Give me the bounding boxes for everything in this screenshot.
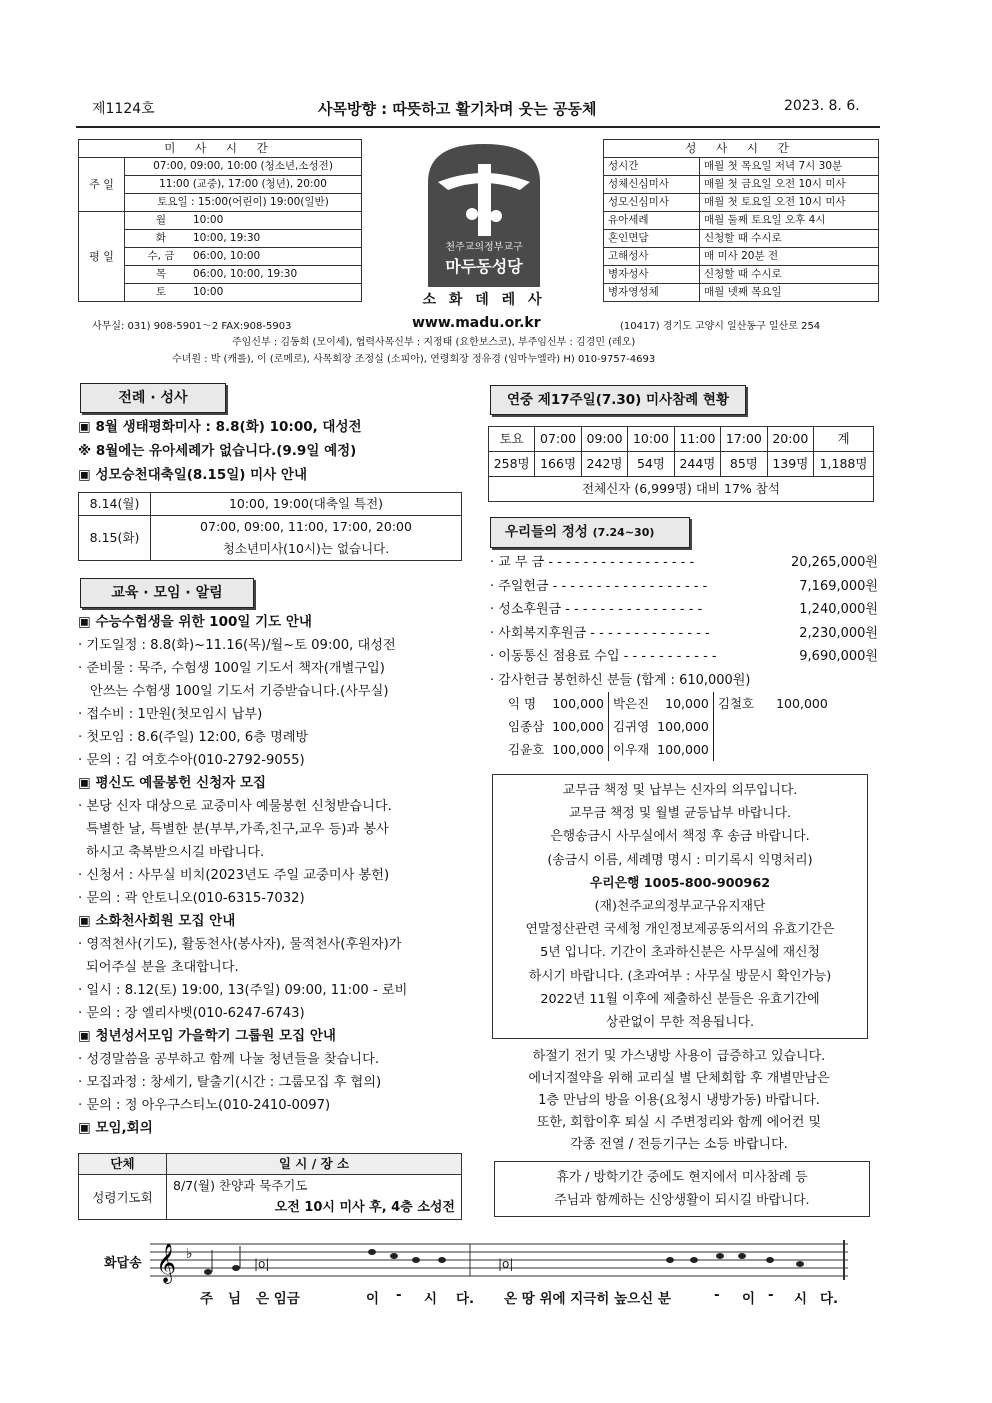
section-line: 하시고 축복받으시길 바랍니다. [86, 845, 265, 860]
clergy-line: 주임신부 : 김동희 (모이세), 협력사목신부 : 지정태 (요한보스코), 부주임신부 : 김경민 (레오) [232, 337, 636, 348]
svg-text:♭: ♭ [186, 1246, 193, 1262]
liturgy-item: ▣ 8월 생태평화미사 : 8.8(화) 10:00, 대성전 [78, 419, 362, 435]
header-rule [76, 126, 880, 128]
svg-text:|o|: |o| [498, 1257, 514, 1271]
offering-row: · 교 무 금 - - - - - - - - - - - - - - - - - 20,265,000원 [490, 555, 878, 570]
offerings-title: 우리들의 정성 (7.24~30) [490, 517, 690, 548]
bank-account: 우리은행 1005-800-900962 [589, 875, 771, 891]
weekday-row: 월 10:00 [125, 212, 362, 230]
education-title: 교육 · 모임 · 알림 [80, 578, 254, 608]
psalm-lyric: 이 [742, 1291, 756, 1307]
attendance-table: 토요 07:00 09:00 10:00 11:00 17:00 20:00 계 258명 166명 242명 54명 244명 85명 139명 1,188명 전체신자 (6,999명) 대비 17% 참석 [488, 426, 874, 502]
svg-text:𝄞: 𝄞 [156, 1243, 177, 1283]
vacation-notice-box: 휴가 / 방학기간 중에도 현지에서 미사참례 등 주님과 함께하는 신앙생활이 되시길 바랍니다. [494, 1161, 870, 1217]
psalm-lyric: - [714, 1287, 720, 1303]
psalm-lyric: 이 [366, 1291, 380, 1307]
section-line: · 접수비 : 1만원(첫모임시 납부) [78, 707, 263, 722]
section-line: · 첫모임 : 8.6(주일) 12:00, 6층 명례방 [78, 730, 309, 745]
section-line: · 성경말씀을 공부하고 함께 나눌 청년들을 찾습니다. [78, 1052, 380, 1067]
issue-number: 제1124호 [92, 101, 155, 117]
section-line: · 본당 신자 대상으로 교중미사 예물봉헌 신청받습니다. [78, 799, 392, 814]
pastoral-motto: 사목방향 : 따뜻하고 활기차며 웃는 공동체 [318, 100, 597, 118]
section-line: 되어주실 분을 초대합니다. [86, 960, 239, 975]
education-sections [78, 611, 468, 1140]
weekday-row: 목 06:00, 10:00, 19:30 [125, 266, 362, 284]
attendance-summary: 전체신자 (6,999명) 대비 17% 참석 [489, 477, 874, 502]
sacraments-table: 성 사 시 간 성시간 매월 첫 목요일 저녁 7시 30분 성체신심미사 매월 첫 금요일 오전 10시 미사 성모신심미사 매월 첫 토요일 오전 10시 미사 유아세례 매월 둘째 토요일 오후 4시 혼인면담 신청할 때 수시로 고해성사 매 미사 20분 전 병자성사 신청할 때 수시로 병자영성체 매월 넷째 목요일 [603, 139, 879, 302]
liturgy-item: ※ 8월에는 유아세례가 없습니다.(9.9일 예정) [78, 443, 357, 459]
issue-date: 2023. 8. 6. [784, 98, 860, 114]
offering-row: · 주일헌금 - - - - - - - - - - - - - - - - - - 7,169,000원 [490, 578, 878, 594]
weekday-row: 화 10:00, 19:30 [125, 230, 362, 248]
section-line: · 신청서 : 사무실 비치(2023년도 주일 교중미사 봉헌) [78, 868, 390, 883]
meeting-table: 단체 일 시 / 장 소 성령기도회 8/7(월) 찬양과 묵주기도 오전 10시 미사 후, 4층 소성전 [78, 1153, 462, 1220]
saturday-mass-line: 토요일 : 15:00(어린이) 19:00(일반) [125, 194, 362, 212]
sacraments-title: 성 사 시 간 [604, 140, 879, 158]
weekday-row: 토 10:00 [125, 284, 362, 302]
psalm-label: 화답송 [104, 1256, 142, 1271]
psalm-lyric: 시 [424, 1291, 438, 1307]
website-link[interactable]: www.madu.or.kr [412, 315, 541, 331]
section-line: · 모집과정 : 창세기, 탈출기(시간 : 그룹모집 후 협의) [78, 1075, 382, 1090]
psalm-lyric: - [396, 1287, 402, 1303]
offering-row: · 성소후원금 - - - - - - - - - - - - - - - - 1,240,000원 [490, 602, 878, 617]
sunday-mass-line: 07:00, 09:00, 10:00 (청소년,소성전) [125, 158, 362, 176]
section-line: 특별한 날, 특별한 분(부부,가족,친구,교우 등)과 봉사 [86, 822, 389, 837]
mass-times-title: 미 사 시 간 [79, 140, 362, 158]
section-line: · 문의 : 정 아우구스티노(010-2410-0097) [78, 1098, 331, 1113]
psalm-lyric: 다. [456, 1291, 475, 1307]
section-line: · 준비물 : 묵주, 수험생 100일 기도서 책자(개별구입) [78, 661, 385, 676]
feast-mass-table: 8.14(월) 10:00, 19:00(대축일 특전) 8.15(화) 07:00, 09:00, 11:00, 17:00, 20:00 청소년미사(10시)는 없습니다. [78, 492, 462, 561]
section-head: ▣ 청년성서모임 가을학기 그룹원 모집 안내 [78, 1028, 336, 1044]
section-head: ▣ 수능수험생을 위한 100일 기도 안내 [78, 614, 312, 630]
offering-row: · 사회복지후원금 - - - - - - - - - - - - - - 2,230,000원 [490, 625, 878, 641]
section-line: 안쓰는 수험생 100일 기도서 기증받습니다.(사무실) [90, 684, 389, 699]
liturgy-item: ▣ 성모승천대축일(8.15일) 미사 안내 [78, 467, 307, 483]
liturgy-title: 전례 · 성사 [80, 383, 226, 413]
diocese-name: 천주교의정부교구 [445, 242, 523, 253]
patron-saint: 소 화 데 레 사 [422, 292, 546, 308]
energy-notice: 하절기 전기 및 가스냉방 사용이 급증하고 있습니다. 에너지절약을 위해 교리실 별 단체회합 후 개별만남은 1층 만남의 방을 이용(요청시 냉방가동) 바랍니다. 또한, 회합이후 퇴실 시 주변정리와 함께 에어컨 및 각종 전열 / 전등기구는 소등 바랍니다. [528, 1049, 830, 1152]
weekday-label: 평 일 [79, 212, 125, 302]
mass-times-table [78, 139, 362, 302]
thanks-offering-line: · 감사헌금 봉헌하신 분들 (합계 : 610,000원) [490, 672, 751, 688]
psalm-lyric: 님 [228, 1291, 242, 1307]
psalm-lyric: 온 땅 위에 지극히 높으신 분 [504, 1291, 671, 1307]
donor-table: 익 명 100,000 박은진 10,000 김철호 100,000 임종삼 100,000 김귀영 100,000 김윤호 100,000 이우재 100,000 [504, 692, 832, 761]
section-head: ▣ 평신도 예물봉헌 신청자 모집 [78, 775, 267, 791]
section-head: ▣ 소화천사회원 모집 안내 [78, 913, 236, 929]
dues-notice-box: 교무금 책정 및 납부는 신자의 의무입니다. 교무금 책정 및 월별 균등납부 바랍니다. 은행송금시 사무실에서 책정 후 송금 바랍니다. (송금시 이름, 세례명 명시 : 미기록시 익명처리) 우리은행 1005-800-900962 (재)천주교의정부교구유지재단 연말정산관련 국세청 개인정보제공동의서의 유효기간은 5년 입니다. 기간이 초과하신분은 사무실에 재신청 하시기 바랍니다. (초과여부 : 사무실 방문시 확인가능) 2022년 11월 이후에 제출하신 분들은 유효기간에 상관없이 무한 적용됩니다. [492, 774, 868, 1039]
attendance-title: 연중 제17주일(7.30) 미사참례 현황 [490, 385, 746, 415]
section-line: · 기도일정 : 8.8(화)~11.16(목)/월~토 09:00, 대성전 [78, 638, 396, 653]
section-line: · 문의 : 곽 안토니오(010-6315-7032) [78, 891, 305, 906]
section-line: · 문의 : 김 여호수아(010-2792-9055) [78, 753, 305, 768]
weekday-row: 수, 금 06:00, 10:00 [125, 248, 362, 266]
section-line: · 일시 : 8.12(토) 19:00, 13(주일) 09:00, 11:00 - 로비 [78, 983, 408, 998]
psalm-lyric: 다. [820, 1291, 839, 1307]
office-phone: 사무실: 031) 908-5901～2 FAX:908-5903 [92, 321, 292, 332]
section-line: · 문의 : 장 엘리사벳(010-6247-6743) [78, 1006, 305, 1021]
sunday-mass-line: 11:00 (교중), 17:00 (청년), 20:00 [125, 176, 362, 194]
sunday-label: 주 일 [79, 158, 125, 212]
address: (10417) 경기도 고양시 일산동구 일산로 254 [620, 321, 821, 332]
offering-row: · 이동통신 점용료 수입 - - - - - - - - - - - 9,690,000원 [490, 649, 878, 664]
psalm-lyric: 시 [794, 1291, 808, 1307]
offerings-list [490, 551, 878, 692]
psalm-staff [150, 1236, 850, 1284]
section-head: ▣ 모임,회의 [78, 1120, 153, 1136]
section-line: · 영적천사(기도), 활동천사(봉사자), 물적천사(후원자)가 [78, 937, 402, 952]
psalm-lyric: 주 [200, 1291, 214, 1307]
svg-text:|o|: |o| [254, 1257, 270, 1271]
parish-name: 마두동성당 [445, 257, 523, 276]
psalm-lyric: 은 임금 [256, 1291, 300, 1307]
staff-line: 수녀원 : 박 (캐롤), 이 (로메로), 사목회장 조정실 (소피아), 연령회장 정유경 (임마누엘라) H) 010-9757-4693 [172, 354, 656, 365]
psalm-lyric: - [768, 1287, 774, 1303]
